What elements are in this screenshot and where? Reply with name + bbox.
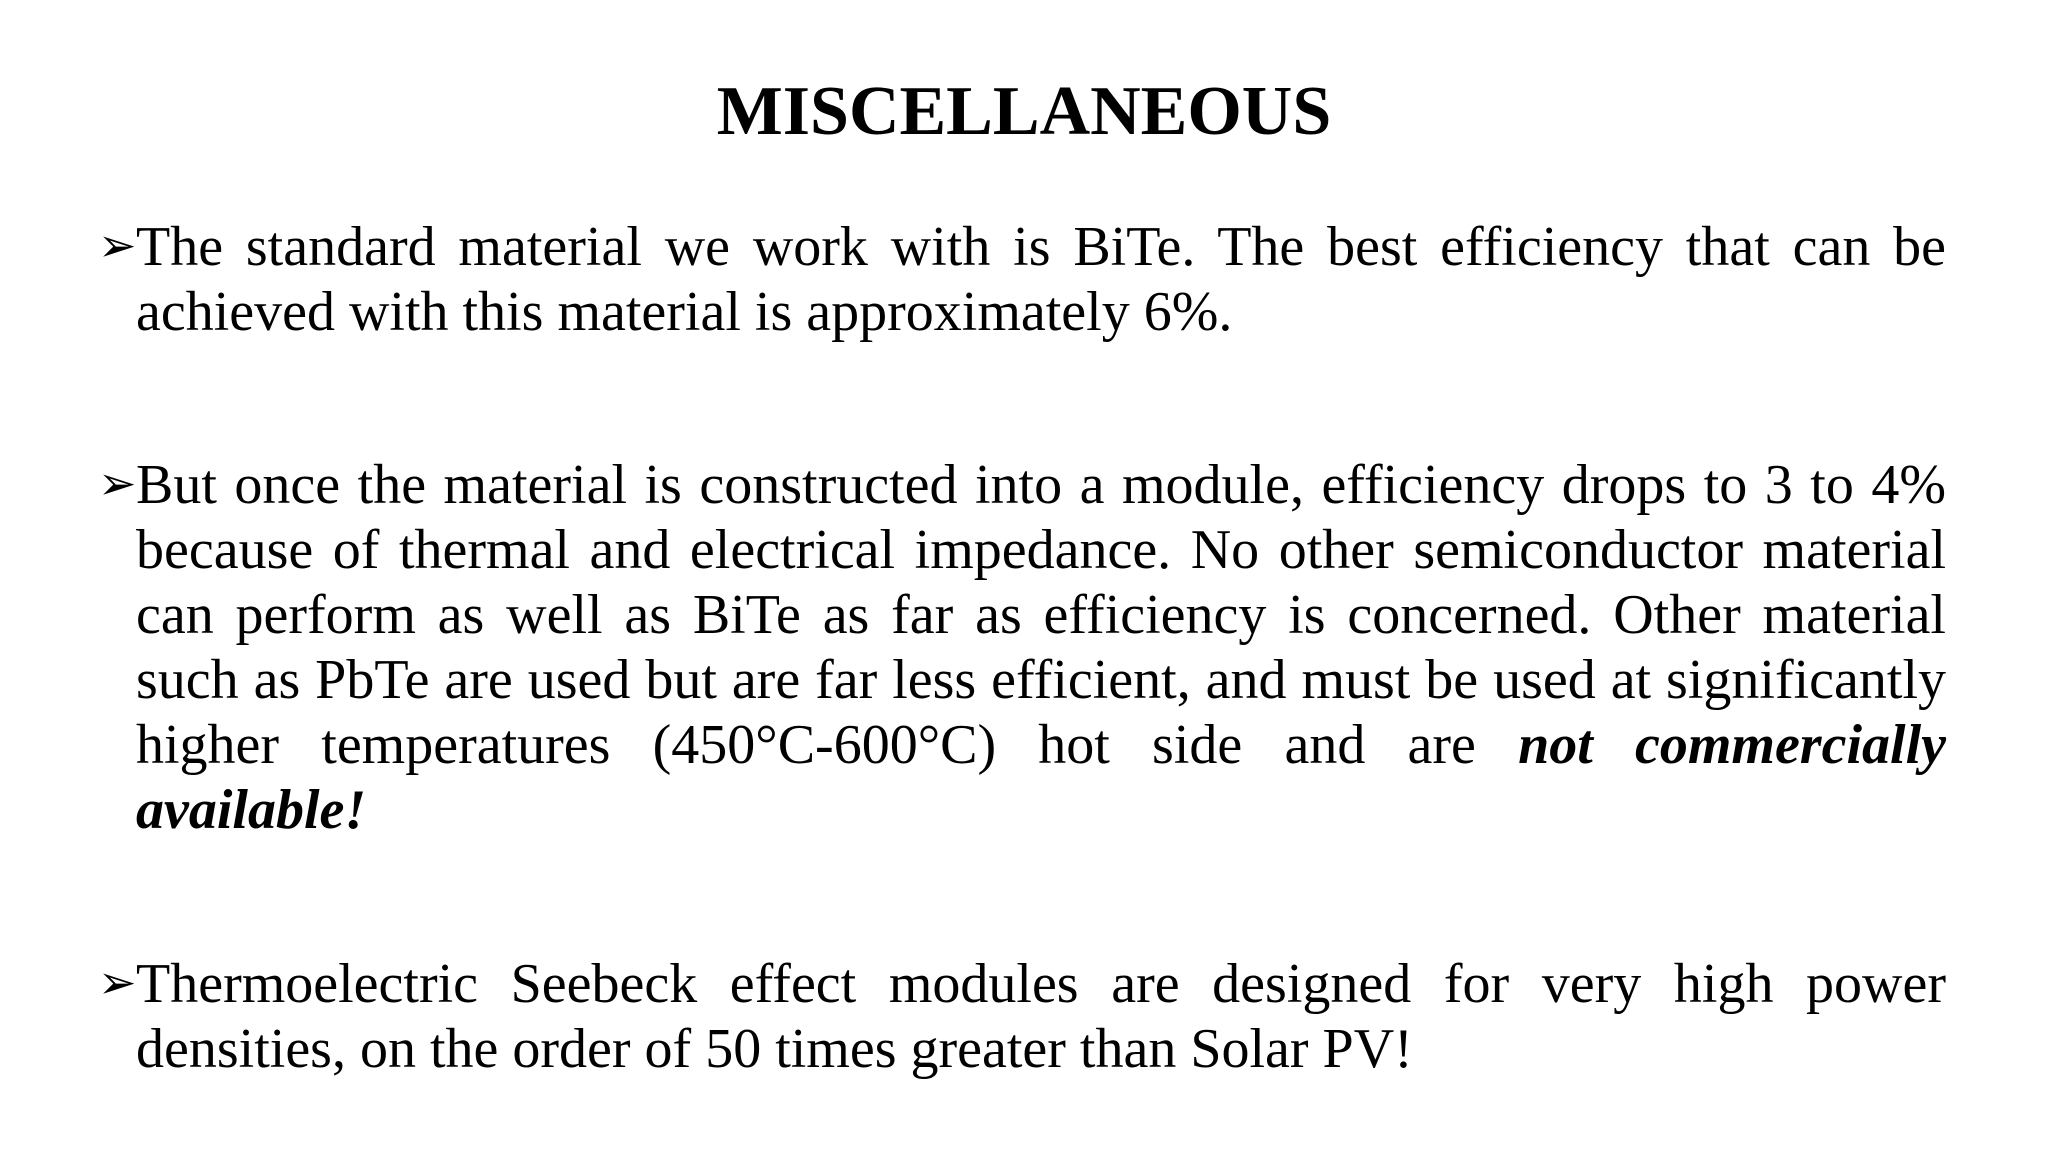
bullet-item-seebeck-modules — [98, 950, 1946, 1082]
arrowhead-bullet-icon: ➢ — [98, 458, 137, 509]
arrowhead-bullet-icon: ➢ — [98, 957, 137, 1008]
bullet-text: Thermoelectric Seebeck effect modules are designed for very high power densities, on the order of 50 times greater than Solar PV! — [136, 953, 1946, 1080]
bullet-emphasis-text: not commercially available! — [136, 714, 1946, 841]
bullet-text: The standard material we work with is BiTe. The best efficiency that can be achieved with this material is approximately 6%. — [136, 216, 1946, 343]
arrowhead-bullet-icon: ➢ — [98, 220, 137, 271]
bullet-item-bite-efficiency — [98, 213, 1946, 345]
bullet-text: But once the material is constructed into a module, efficiency drops to 3 to 4% because of thermal and electrical impedance. No other semiconductor material can perform as well as BiTe as far as efficiency is concerned. Other material such as PbTe are used but are far less efficient, and must be used at significantly higher temperatures (450°C-600°C) hot side and are — [136, 454, 1946, 776]
bullet-item-module-efficiency — [98, 451, 1946, 843]
slide-title: MISCELLANEOUS — [716, 73, 1332, 150]
